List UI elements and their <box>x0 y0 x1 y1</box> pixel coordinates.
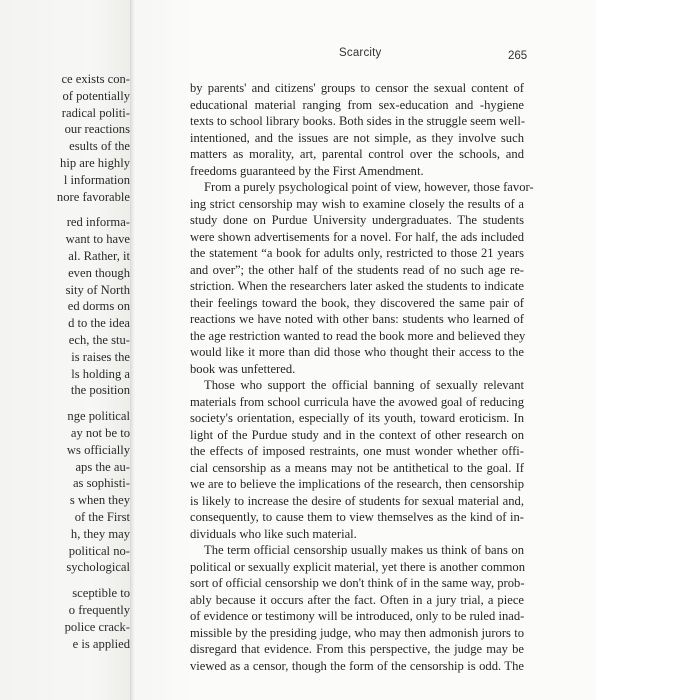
text-line: viewed as a censor, though the form of the censorship is odd. The <box>190 658 524 673</box>
text-line: freedoms guaranteed by the First Amendment. <box>190 163 424 178</box>
left-page-line: ech, the stu- <box>68 333 130 347</box>
text-line: ing strict censorship may wish to examine closely the results of a <box>190 196 524 211</box>
left-page-line: s when they <box>69 493 130 508</box>
left-page-line: ce exists con- <box>61 72 130 86</box>
left-page-line: want to have <box>65 232 130 247</box>
left-page-line: even though <box>68 265 130 280</box>
left-page-line: radical politi- <box>61 105 130 120</box>
left-page-line: ay not be to <box>70 426 130 440</box>
text-line: book was unfettered. <box>190 361 296 376</box>
left-page-line: nge political <box>67 409 130 424</box>
left-page-line: ed dorms on <box>67 299 130 314</box>
paragraph <box>190 542 524 674</box>
left-page-line: of potentially <box>62 88 130 103</box>
body-text <box>190 80 534 674</box>
text-line: is likely to increase the desire of students for sexual material and, <box>190 493 524 508</box>
left-page-line: ls holding a <box>71 366 130 381</box>
text-line: The term official censorship usually makes us think of bans on <box>204 543 524 557</box>
text-line: we are to believe the implications of the research, then censorship <box>190 477 524 491</box>
text-line: reactions we have noted with other bans: students who learned of <box>190 312 524 326</box>
left-page-line: sity of North <box>65 282 130 297</box>
left-page-line: aps the au- <box>75 459 130 474</box>
left-page-line: as sophisti- <box>72 476 130 491</box>
paragraph <box>190 179 534 377</box>
left-page-line: al. Rather, it <box>68 249 130 263</box>
text-line: light of the Purdue study and in the context of other research on <box>190 427 524 442</box>
text-line: intentioned, and the issues are not simple, as they involve such <box>190 130 524 145</box>
text-line: ably because it occurs after the fact. Often in a jury trial, a piece <box>190 592 524 607</box>
left-page-line: the position <box>70 383 130 398</box>
text-line: the effects of imposed restraints, one must wonder whether offi- <box>190 444 524 458</box>
text-line: consequently, to cause them to view themselves as the kind of in- <box>190 510 524 524</box>
text-line: the age restriction wanted to read the book more and believed they <box>190 328 526 343</box>
text-line: by parents' and citizens' groups to censor the sexual content of <box>190 81 524 95</box>
text-line: were shown advertisements for a novel. For half, the ads included <box>190 229 524 244</box>
text-line: society's orientation, especially of its youth, toward eroticism. In <box>190 411 524 425</box>
text-line: disregard that evidence. From this perspective, the judge may be <box>190 642 524 656</box>
text-line: sort of official censorship we don't think of in the same way, prob- <box>190 576 525 590</box>
left-page-line: is raises the <box>71 349 130 364</box>
left-page-line: d to the idea <box>68 316 130 331</box>
left-page-line: hip are highly <box>60 156 130 170</box>
left-page-line: our reactions <box>64 122 130 137</box>
text-line: dividuals who like such material. <box>190 526 357 541</box>
left-page-line: esults of the <box>69 139 130 154</box>
left-page-line: ws officially <box>66 442 130 457</box>
text-line: materials from school curricula have the avowed goal of reducing <box>190 394 524 409</box>
paragraph <box>190 377 524 542</box>
left-page-line: of the First <box>74 510 130 524</box>
text-line: political or sexually explicit material, yet there is another common <box>190 559 526 574</box>
left-page-line: o frequently <box>68 603 130 617</box>
left-page-line: l information <box>63 172 130 187</box>
text-line: would like it more than did those who thought their access to the <box>190 345 524 359</box>
page-edge <box>596 0 700 700</box>
text-line: missible by the presiding judge, who may then admonish jurors to <box>190 625 524 640</box>
left-page-line: police crack- <box>64 619 130 634</box>
page-number: 265 <box>508 50 528 62</box>
text-line: of evidence or testimony will be introduced, only to be ruled inad- <box>190 609 525 623</box>
left-page-line: h, they may <box>70 526 130 541</box>
left-page <box>0 0 132 700</box>
text-line: the statement “a book for adults only, restricted to those 21 years <box>190 246 524 260</box>
text-line: cial censorship as a means may not be antithetical to the goal. If <box>190 460 524 475</box>
text-line: and over”; the other half of the students read of no such age re- <box>190 262 524 277</box>
text-line: study done on Purdue University undergraduates. The students <box>190 213 524 227</box>
left-page-line: sceptible to <box>72 586 130 601</box>
text-line: Those who support the official banning of sexually relevant <box>204 378 524 392</box>
running-header-title: Scarcity <box>339 47 382 59</box>
left-page-line: political no- <box>68 543 130 558</box>
left-page-line: red informa- <box>66 215 130 230</box>
paragraph <box>190 80 524 179</box>
left-page-line: e is applied <box>72 636 130 651</box>
left-page-line: sychological <box>66 560 130 575</box>
text-line: educational material ranging from sex-education and -hygiene <box>190 97 524 112</box>
text-line: matters as morality, art, parental control over the schools, and <box>190 147 524 161</box>
text-line: striction. When the researchers later asked the students to indicate <box>190 279 524 293</box>
text-line: their feelings toward the book, they discovered the same pair of <box>190 295 524 310</box>
left-page-line: nore favorable <box>56 189 130 204</box>
text-line: texts to school library books. Both sides in the struggle seem well- <box>190 114 526 128</box>
text-line: From a purely psychological point of view, however, those favor- <box>204 180 534 194</box>
